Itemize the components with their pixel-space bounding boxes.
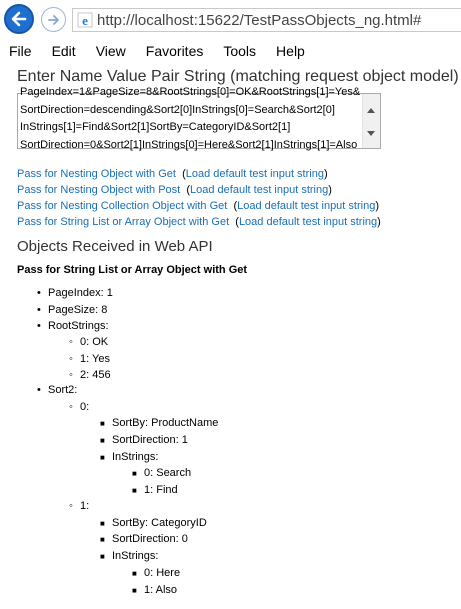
pass-string-list-get-link[interactable]: Pass for String List or Array Object with Get [17, 216, 230, 228]
forward-button[interactable] [41, 7, 66, 32]
pass-nesting-get-link[interactable]: Pass for Nesting Object with Get [17, 168, 176, 180]
tree-item: ■ SortDirection: 1 [112, 434, 188, 446]
tree-item: ◦ 1: Yes [80, 353, 110, 365]
tree-item: ◦ 2: 456 [80, 369, 111, 381]
menu-help[interactable]: Help [276, 43, 305, 59]
input-textarea[interactable] [17, 86, 381, 151]
address-url: http://localhost:15622/TestPassObjects_ng.html# [97, 11, 422, 29]
pass-nesting-collection-get-link[interactable]: Pass for Nesting Collection Object with Get [17, 200, 228, 212]
scroll-up-icon[interactable] [367, 108, 375, 113]
input-line-1: PageIndex=1&PageSize=8&RootStrings[0]=OK&RootStrings[1]=Yes& [20, 86, 361, 98]
tree-item: ■ 0: Here [144, 567, 180, 579]
tree-item: ■ 1: Find [144, 484, 178, 496]
browser-toolbar [0, 0, 461, 40]
scroll-down-icon[interactable] [367, 131, 375, 136]
tree-item: ■ SortDirection: 0 [112, 533, 188, 545]
tree-item: ◦ 1: [80, 500, 89, 512]
link-row: Pass for Nesting Collection Object with Get (Load default test input string) [17, 200, 379, 212]
load-default-link-1[interactable]: Load default test input string [185, 168, 324, 180]
textarea-scrollbar[interactable] [362, 94, 380, 148]
link-row: Pass for String List or Array Object with Get (Load default test input string) [17, 216, 381, 228]
test-links [17, 166, 381, 230]
menu-view[interactable]: View [95, 43, 126, 59]
results-title: Objects Received in Web API [17, 238, 213, 255]
link-row: Pass for Nesting Object with Get (Load default test input string) [17, 168, 328, 180]
input-line-3: InStrings[1]=Find&Sort2[1]SortBy=CategoryID&Sort2[1] [20, 121, 291, 133]
tree-item: ◦ 0: OK [80, 336, 108, 348]
pass-nesting-post-link[interactable]: Pass for Nesting Object with Post [17, 184, 181, 196]
tree-item: ■ SortBy: ProductName [112, 417, 218, 429]
tree-item: • RootStrings: [48, 320, 109, 332]
tree-item: ◦ 0: [80, 401, 89, 413]
input-line-4: SortDirection=0&Sort2[1]InStrings[0]=Here&Sort2[1]InStrings[1]=Also [20, 138, 358, 151]
back-button[interactable] [4, 4, 34, 34]
tree-item: ■ InStrings: [112, 550, 158, 562]
menu-bar [0, 40, 461, 62]
menu-edit[interactable]: Edit [51, 43, 76, 59]
ie-page-icon [77, 12, 93, 28]
tree-item: • Sort2: [48, 384, 77, 396]
back-arrow-icon [10, 10, 28, 28]
menu-tools[interactable]: Tools [223, 43, 257, 59]
svg-text:e: e [82, 13, 88, 28]
results-subtitle: Pass for String List or Array Object with Get [17, 264, 248, 276]
menu-favorites[interactable]: Favorites [145, 43, 204, 59]
load-default-link-3[interactable]: Load default test input string [237, 200, 376, 212]
load-default-link-4[interactable]: Load default test input string [238, 216, 378, 228]
page-content [0, 62, 461, 609]
menu-file[interactable]: File [9, 43, 32, 59]
input-title: Enter Name Value Pair String (matching request object model) [17, 68, 459, 85]
tree-item: • PageIndex: 1 [48, 287, 113, 299]
address-bar[interactable] [72, 8, 461, 32]
link-row: Pass for Nesting Object with Post (Load default test input string) [17, 184, 332, 196]
input-text [20, 84, 364, 154]
load-default-link-2[interactable]: Load default test input string [190, 184, 329, 196]
tree-item: ■ 0: Search [144, 467, 191, 479]
forward-arrow-icon [47, 13, 61, 27]
tree-item: ■ 1: Also [144, 584, 177, 596]
input-line-2: SortDirection=descending&Sort2[0]InStrings[0]=Search&Sort2[0] [20, 103, 335, 116]
tree-item: ■ InStrings: [112, 451, 158, 463]
tree-item: ■ SortBy: CategoryID [112, 517, 207, 529]
tree-item: • PageSize: 8 [48, 304, 107, 316]
